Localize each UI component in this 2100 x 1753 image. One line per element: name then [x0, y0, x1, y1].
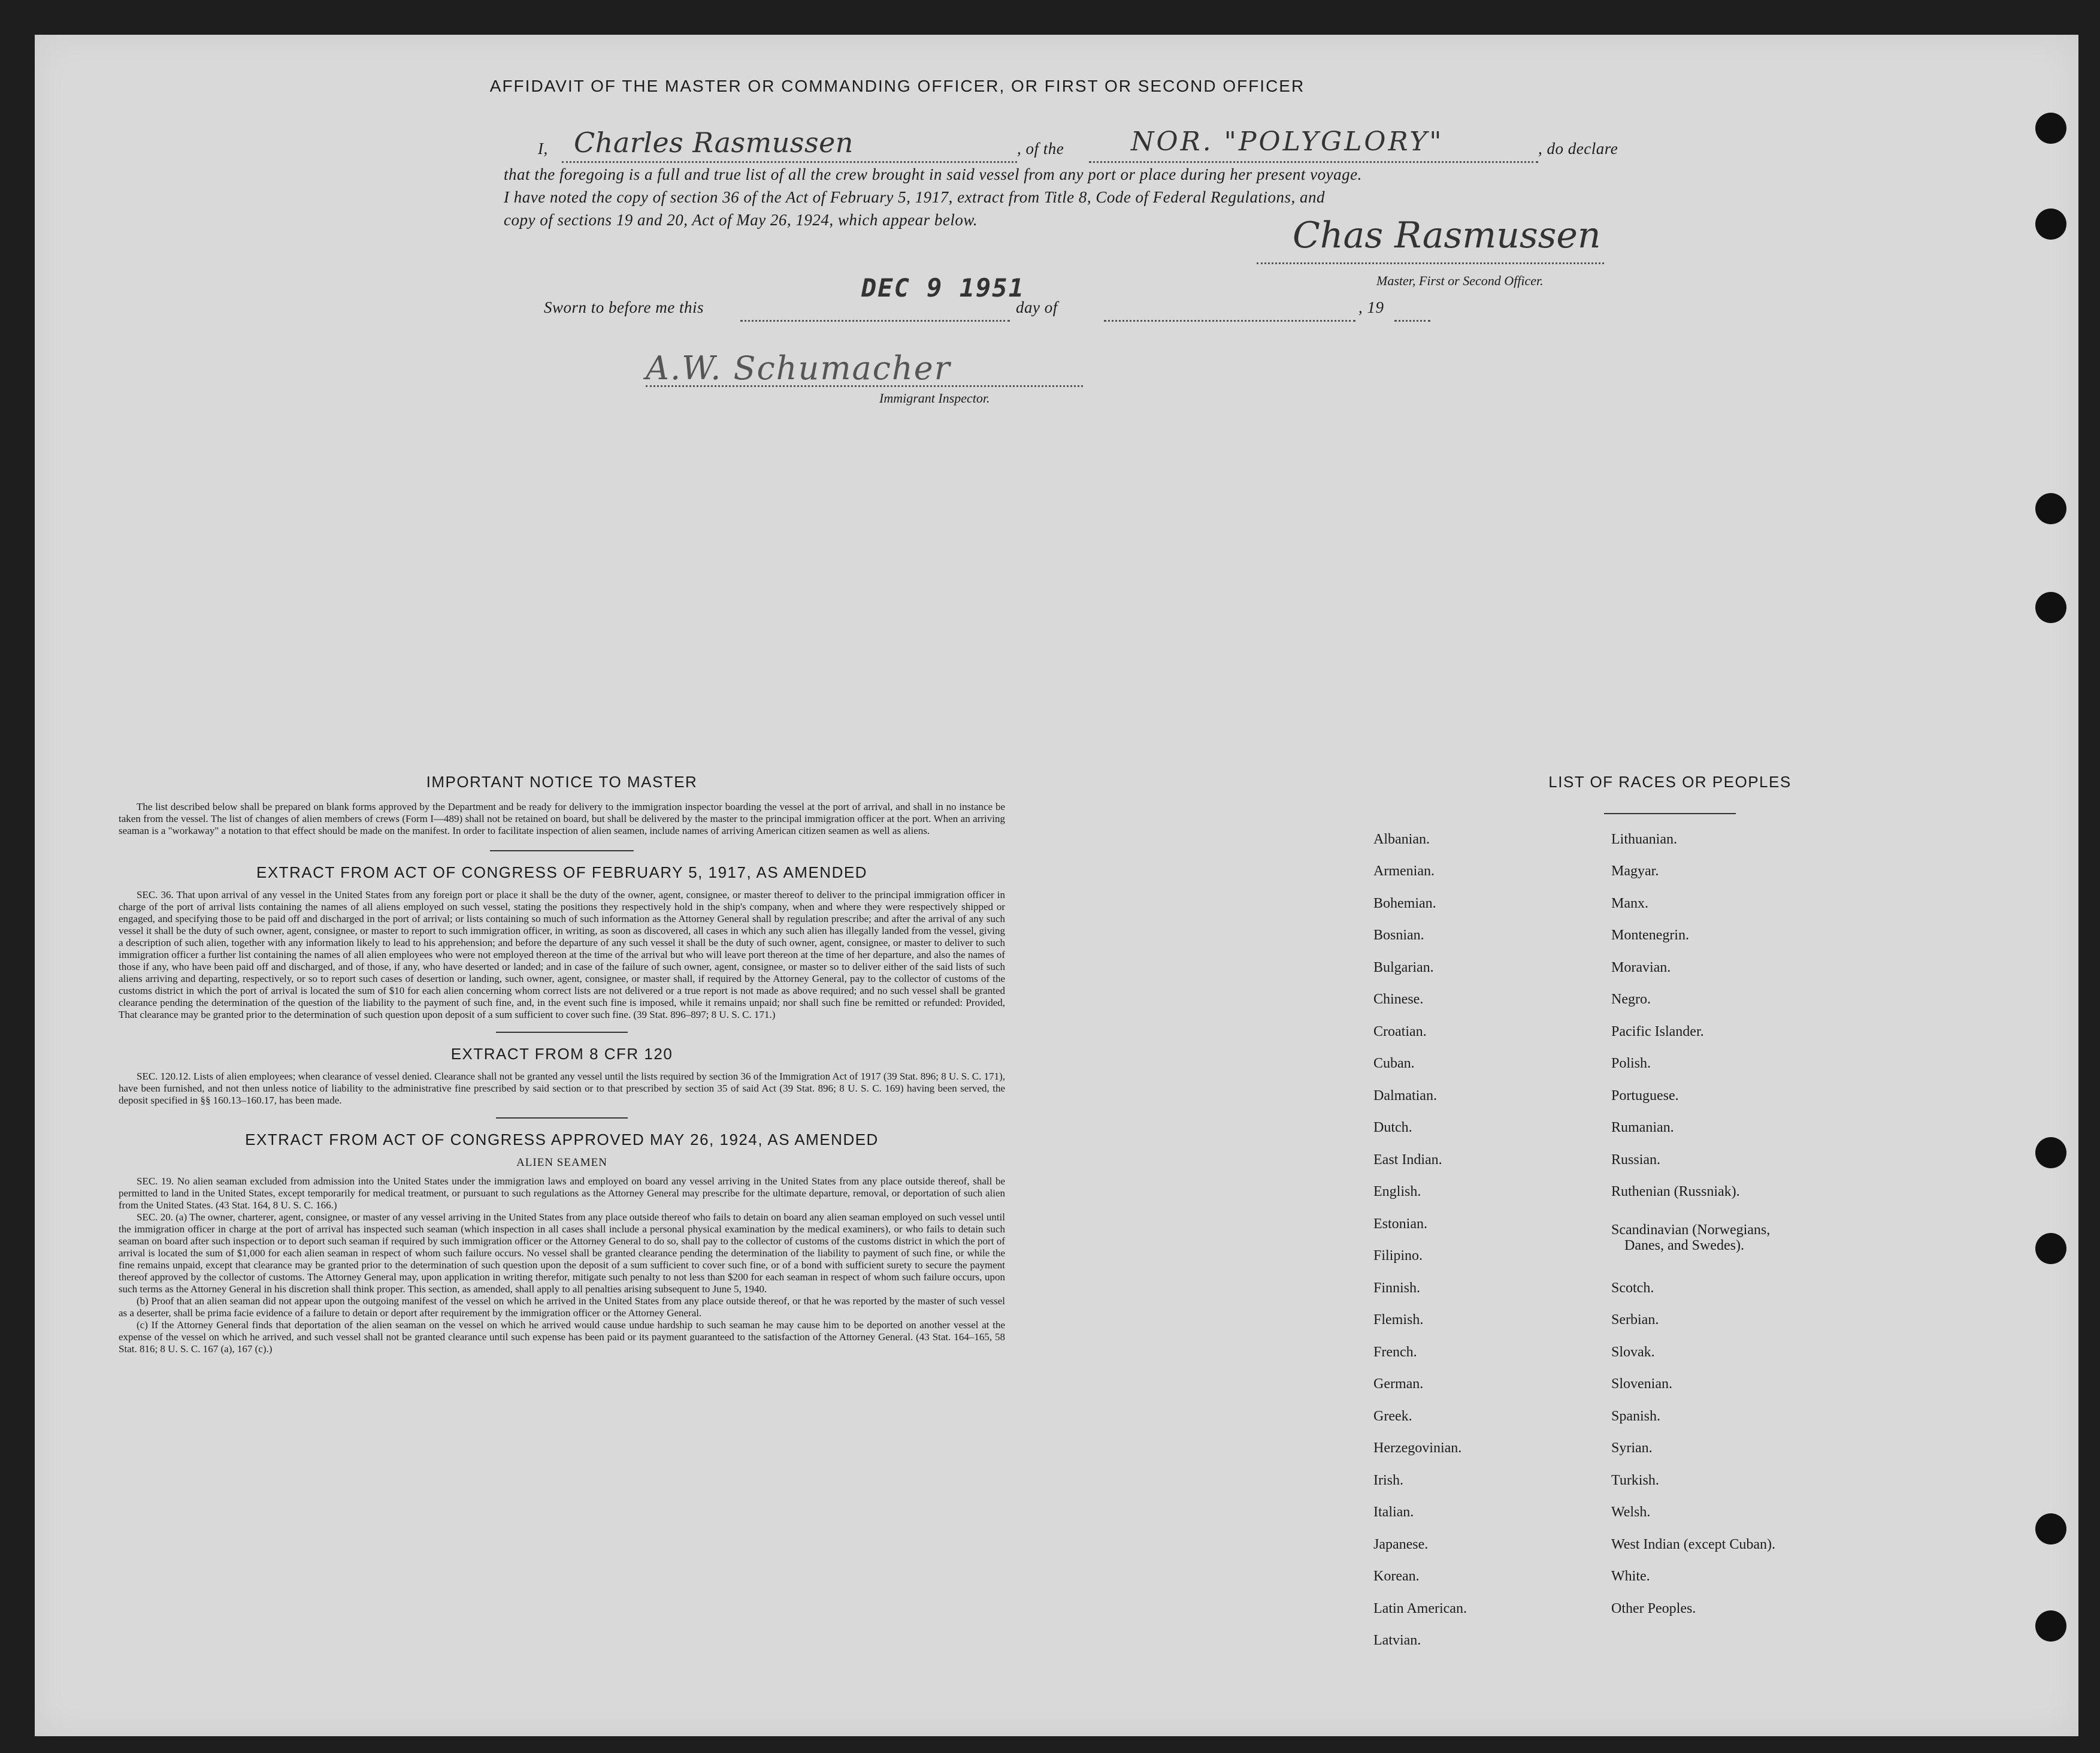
race-item: Chinese.: [1373, 992, 1424, 1007]
race-item: Polish.: [1611, 1056, 1651, 1071]
sworn-line: [544, 273, 1442, 334]
race-item: Bulgarian.: [1373, 960, 1434, 975]
race-item: Slovenian.: [1611, 1376, 1672, 1392]
affidavit-line2: that the foregoing is a full and true list of all the crew brought in said vessel from any port or place during her present voyage.: [504, 165, 1362, 183]
sworn-year-field: [1394, 303, 1430, 322]
race-item: Estonian.: [1373, 1216, 1427, 1232]
race-item: Flemish.: [1373, 1312, 1424, 1328]
extract-1924-paragraph: SEC. 19. No alien seaman excluded from admission into the United States under the immigration laws and employed on board any vessel arriving in the United States from any place outside thereof, shall be permitted to land in the United States, except temporarily for medical treatment, or pursuant to such regulations as the Attorney General may prescribe for the ultimate departure, removal, or deportation of such alien from the United States. (43 Stat. 164, 8 U. S. C. 166.): [119, 1175, 1005, 1211]
vessel-name-handwritten: NOR. "POLYGLORY": [1131, 126, 1444, 157]
line1-of-the: , of the: [1017, 140, 1064, 158]
races-left-list: [1373, 832, 1601, 1694]
master-signature-line: [1257, 261, 1604, 264]
extract-1924-paragraph: SEC. 20. (a) The owner, charterer, agent, consignee, or master of any vessel arriving in the United States from any place outside thereof who fails to detain on board any alien seaman employed on such vessel until the immigration officer in charge at the port of arrival has inspected such seaman (which inspection in all cases shall include a personal physical examination by the medical examiners), or who fails to detain such seaman on board after such inspection or to deport such seaman if required by such immigration officer or the Attorney General to do so, shall pay to the collector of customs of the customs district in which the port of arrival is located the sum of $1,000 for each alien seaman in respect of whom such failure occurs. No vessel shall be granted clearance pending the determination of the liability to payment of such fine, or while the fine remains unpaid, except that clearance may be granted prior to the determination of such question upon the deposit of a sum sufficient to cover such fine, or of a bond with sufficient surety to secure the payment thereof approved by the collector of customs. The Attorney General may, upon application in writing therefor, mitigate such penalty to not less than $200 for each seaman in respect of whom such failure occurs, upon such terms as the Attorney General in his discretion shall think proper. This section, as amended, shall apply to all penalties arising subsequent to June 5, 1940.: [119, 1211, 1005, 1295]
sworn-month-field: [1104, 303, 1355, 322]
year-prefix: , 19: [1358, 298, 1384, 316]
signer-name-handwritten: Charles Rasmussen: [574, 126, 854, 159]
punch-hole: [2035, 592, 2066, 623]
extract-8cfr-text: SEC. 120.12. Lists of alien employees; when clearance of vessel denied. Clearance shall not be granted any vessel until the lists required by section 36 of the Immigration Act of 1917 (39 Stat. 896; 8 U. S. C. 171), have been furnished, and not then unless notice of liability to the administrative fine prescribed by said section or to that prescribed by section 35 of said Act (39 Stat. 896; 8 U. S. C. 169) having been served, the deposit specified in §§ 160.13–160.17, has been made.: [119, 1071, 1005, 1106]
inspector-signature-line: [646, 384, 1083, 387]
race-item: Portuguese.: [1611, 1088, 1679, 1104]
punch-hole: [2035, 1513, 2066, 1545]
race-item: French.: [1373, 1344, 1417, 1360]
section-divider: [496, 1032, 628, 1033]
race-item: Bosnian.: [1373, 927, 1424, 943]
notice-text: The list described below shall be prepared on blank forms approved by the Department and be ready for delivery to the immigration inspector boarding the vessel at the port of arrival, and shall in no instance be taken from the vessel. The list of changes of alien members of crews (Form I—489) shall not be retained on board, but shall be delivered by the master to the principal immigration officer at the port. When an arriving seaman is a "workaway" a notation to that effect should be made on the manifest. In order to facilitate inspection of alien seamen, include names of arriving American citizen seamen as well as aliens.: [119, 801, 1005, 836]
race-item: Welsh.: [1611, 1504, 1651, 1520]
race-item: Turkish.: [1611, 1473, 1659, 1488]
master-signature: Chas Rasmussen: [1293, 214, 1601, 256]
sworn-prefix: Sworn to before me this: [544, 298, 704, 316]
race-item: Irish.: [1373, 1473, 1403, 1488]
document-page: [35, 35, 2078, 1736]
race-item: Scandinavian (Norwegians,: [1611, 1222, 1771, 1238]
race-item: Korean.: [1373, 1568, 1420, 1584]
inspector-signature: A.W. Schumacher: [646, 349, 951, 387]
date-stamp: DEC 9 1951: [861, 273, 1025, 303]
race-item: Albanian.: [1373, 832, 1430, 847]
race-item: Herzegovinian.: [1373, 1440, 1462, 1456]
race-item: Magyar.: [1611, 863, 1659, 879]
race-item: Ruthenian (Russniak).: [1611, 1184, 1740, 1199]
race-item: Latin American.: [1373, 1601, 1467, 1616]
race-item: Italian.: [1373, 1504, 1414, 1520]
notice-title: IMPORTANT NOTICE TO MASTER: [426, 773, 698, 791]
race-item: Scotch.: [1611, 1280, 1654, 1296]
race-item: Moravian.: [1611, 960, 1671, 975]
race-item: Japanese.: [1373, 1537, 1429, 1552]
punch-hole: [2035, 493, 2066, 524]
race-item: Cuban.: [1373, 1056, 1415, 1071]
race-item: Serbian.: [1611, 1312, 1659, 1328]
race-item: Armenian.: [1373, 863, 1435, 879]
extract-1924-paragraph: (b) Proof that an alien seaman did not appear upon the outgoing manifest of the vessel on which he arrived in the United States from any place outside thereof, or that he was reported by the master of such vessel as a deserter, shall be prima facie evidence of a failure to detain or deport after requirement by the immigration officer or the Attorney General.: [119, 1295, 1005, 1319]
race-item: Pacific Islander.: [1611, 1024, 1704, 1039]
race-item: Finnish.: [1373, 1280, 1421, 1296]
race-item: Dutch.: [1373, 1120, 1412, 1135]
race-item: Greek.: [1373, 1409, 1412, 1424]
race-item: Slovak.: [1611, 1344, 1655, 1360]
race-item: Negro.: [1611, 992, 1651, 1007]
master-caption: Master, First or Second Officer.: [1376, 273, 1544, 288]
race-item: Manx.: [1611, 896, 1648, 911]
races-title-divider: [1604, 813, 1736, 814]
race-item: Danes, and Swedes).: [1624, 1238, 1744, 1253]
affidavit-line3: I have noted the copy of section 36 of the Act of February 5, 1917, extract from Title 8, Code of Federal Regulations, and: [504, 188, 1326, 206]
punch-hole: [2035, 1137, 2066, 1168]
day-of-label: day of: [1016, 298, 1058, 316]
sworn-day-field: [740, 303, 1010, 322]
race-item: Syrian.: [1611, 1440, 1653, 1456]
affidavit-title: AFFIDAVIT OF THE MASTER OR COMMANDING OFFICER, OR FIRST OR SECOND OFFICER: [489, 77, 1305, 95]
punch-hole: [2035, 1610, 2066, 1642]
section-divider: [496, 1117, 628, 1119]
line1-suffix: , do declare: [1538, 140, 1618, 158]
section-divider: [490, 850, 634, 851]
races-right-list: [1611, 832, 1947, 1694]
race-item: White.: [1611, 1568, 1650, 1584]
races-title: LIST OF RACES OR PEOPLES: [1548, 773, 1792, 791]
extract-1917-text: SEC. 36. That upon arrival of any vessel in the United States from any foreign port or place it shall be the duty of the owner, agent, consignee, or master thereof to deliver to the principal immigration officer in charge of the port of arrival lists containing the names of all aliens employed on such vessel, stating the positions they respectively hold in the ship's company, when and where they were respectively shipped or engaged, and specifying those to be paid off and discharged in the port of arrival; or lists containing so much of such information as the Attorney General shall by regulation prescribe; and after the arrival of any such vessel it shall be the duty of such owner, agent, consignee, or master to report to such immigration officer, in writing, as soon as discovered, all cases in which any such alien has illegally landed from the vessel, giving a description of such alien, together with any information likely to lead to his apprehension; and before the departure of any such vessel it shall be the duty of such owner, agent, consignee, or master to deliver to such immigration officer a further list containing the names of all alien employees who were not employed thereon at the time of the arrival but who will leave port thereon at the time of her departure, and also the names of those if any, who have been paid off and discharged, and of those, if any, who have deserted or landed; and in case of the failure of such owner, agent, consignee, or master so to deliver either of the said lists of such aliens arriving and departing, respectively, or so to report such cases of desertion or landing, such owner, agent, consignee, or master shall, if required by the Attorney General, pay to the collector of customs of the customs district in which the port of arrival is located the sum of $10 for each alien concerning whom correct lists are not delivered or a true report is not made as above required; and no such vessel shall be granted clearance pending the determination of the question of the liability to the payment of such fine, and, in the event such fine is imposed, while it remains unpaid; nor shall such fine be remitted or refunded: Provided, That clearance may be granted prior to the determination of such question upon deposit of a sum sufficient to cover such fine. (39 Stat. 896–897; 8 U. S. C. 171.): [119, 889, 1005, 1020]
line1-prefix: I,: [538, 140, 548, 158]
race-item: East Indian.: [1373, 1152, 1442, 1168]
race-item: Croatian.: [1373, 1024, 1427, 1039]
extract-1924-paragraph: (c) If the Attorney General finds that deportation of the alien seaman on the vessel on which he arrived would cause undue hardship to such seaman he may cause him to be deported on another vessel at the expense of the vessel on which he arrived, and such vessel shall not be granted clearance until such expense has been paid or its payment guaranteed to the satisfaction of the Attorney General. (43 Stat. 164–165, 58 Stat. 816; 8 U. S. C. 167 (a), 167 (c).): [119, 1319, 1005, 1355]
race-item: Rumanian.: [1611, 1120, 1674, 1135]
race-item: Russian.: [1611, 1152, 1661, 1168]
legal-text-column: [119, 773, 1005, 1355]
race-item: German.: [1373, 1376, 1424, 1392]
race-item: Spanish.: [1611, 1409, 1661, 1424]
race-item: Montenegrin.: [1611, 927, 1689, 943]
inspector-caption: Immigrant Inspector.: [879, 391, 990, 406]
affidavit-line4: copy of sections 19 and 20, Act of May 26, 1924, which appear below.: [504, 211, 978, 229]
race-item: Latvian.: [1373, 1633, 1421, 1648]
race-item: English.: [1373, 1184, 1421, 1199]
extract-8cfr-title: EXTRACT FROM 8 CFR 120: [450, 1045, 673, 1063]
race-item: Other Peoples.: [1611, 1601, 1696, 1616]
race-item: Filipino.: [1373, 1248, 1423, 1264]
punch-hole: [2035, 113, 2066, 144]
punch-hole: [2035, 1233, 2066, 1264]
race-item: Dalmatian.: [1373, 1088, 1437, 1104]
race-item: Bohemian.: [1373, 896, 1436, 911]
extract-1924-title: EXTRACT FROM ACT OF CONGRESS APPROVED MAY 26, 1924, AS AMENDED: [245, 1131, 879, 1148]
punch-hole: [2035, 208, 2066, 240]
extract-1924-subtitle: ALIEN SEAMEN: [516, 1156, 607, 1169]
extract-1917-title: EXTRACT FROM ACT OF CONGRESS OF FEBRUARY 5, 1917, AS AMENDED: [256, 863, 867, 881]
race-item: Lithuanian.: [1611, 832, 1677, 847]
race-item: West Indian (except Cuban).: [1611, 1537, 1775, 1552]
